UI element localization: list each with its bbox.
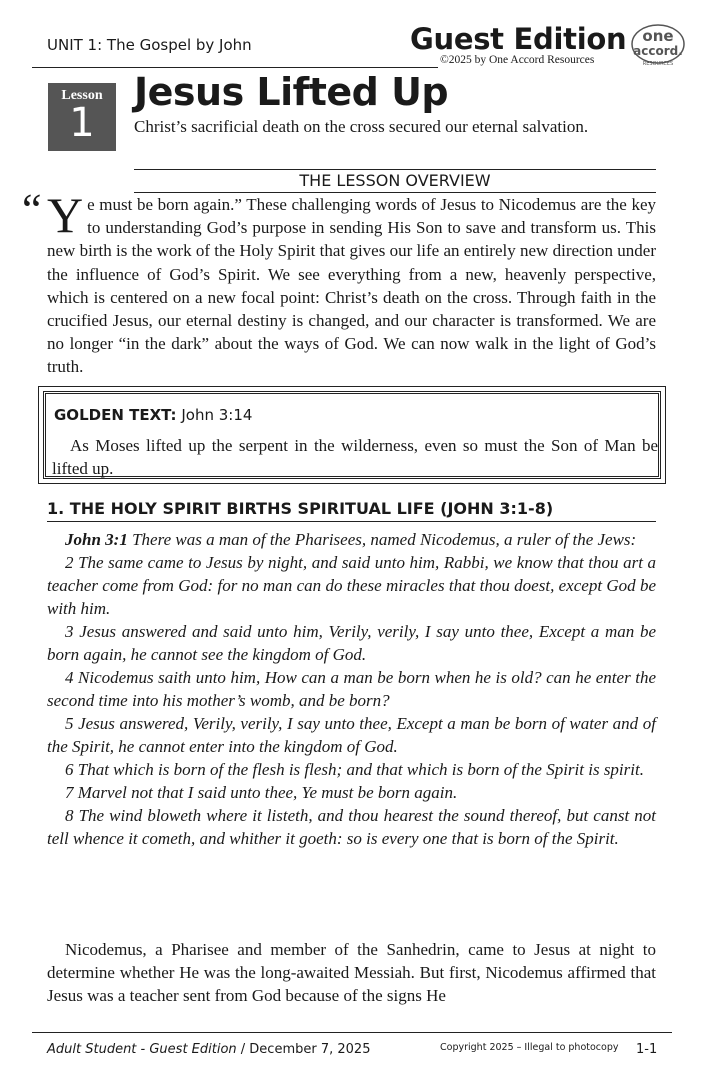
header-rule: [32, 67, 438, 68]
verse-7: 7 Marvel not that I said unto thee, Ye must be born again.: [65, 783, 458, 802]
footer-copyright: Copyright 2025 – Illegal to photocopy: [440, 1042, 619, 1053]
drop-quote-mark: “: [22, 185, 42, 234]
footer-edition: Adult Student - Guest Edition: [47, 1042, 237, 1057]
section-rule: [47, 521, 656, 522]
scripture-passage: [47, 528, 656, 850]
golden-text-reference: John 3:14: [181, 406, 253, 424]
unit-title: UNIT 1: The Gospel by John: [47, 36, 252, 54]
footer-rule: [32, 1032, 672, 1033]
one-accord-logo: [630, 24, 686, 68]
verse-3: 3 Jesus answered and said unto him, Verily, verily, I say unto thee, Except a man be born again, he cannot see the kingdom of God.: [47, 622, 656, 664]
verse-1: [47, 528, 656, 551]
edition-title: Guest Edition: [410, 22, 627, 56]
section-heading: 1. THE HOLY SPIRIT BIRTHS SPIRITUAL LIFE (JOHN 3:1-8): [47, 499, 554, 518]
logo-one: one: [642, 27, 674, 45]
commentary-paragraph: Nicodemus, a Pharisee and member of the Sanhedrin, came to Jesus at night to determine whether He was the long-awaited Messiah. But first, Nicodemus affirmed that Jesus was a teacher sent from God because of the signs He: [47, 940, 656, 1006]
golden-text-box: [38, 386, 666, 484]
verse-2: 2 The same came to Jesus by night, and said unto him, Rabbi, we know that thou art a teacher come from God: for no man can do these miracles that thou doest, except God be with him.: [47, 553, 656, 618]
verse-1-ref: John 3:1: [65, 530, 128, 549]
verse-8: 8 The wind bloweth where it listeth, and thou hearest the sound thereof, but canst not tell whence it cometh, and whither it goeth: so is every one that is born of the Spirit.: [47, 806, 656, 848]
verse-6: 6 That which is born of the flesh is flesh; and that which is born of the Spirit is spirit.: [65, 760, 644, 779]
page-number: 1-1: [636, 1042, 658, 1057]
lesson-badge: [48, 83, 116, 151]
overview-paragraph: [47, 187, 656, 379]
golden-text-frame: [43, 391, 661, 479]
logo-accord: accord.: [633, 44, 683, 58]
verse-5: 5 Jesus answered, Verily, verily, I say unto thee, Except a man be born of water and of the Spirit, he cannot enter into the kingdom of God.: [47, 714, 656, 756]
golden-text-verse: As Moses lifted up the serpent in the wilderness, even so must the Son of Man be lifted up.: [52, 436, 658, 478]
overview-text: e must be born again.” These challenging words of Jesus to Nicodemus are the key to understanding God’s purpose in sending His Son to save and transform us. This new birth is the work of the Holy Spirit that gives our life an entirely new direction under the influence of God’s Spirit. We see everything from a new, heavenly perspective, which is centered on a new focal point: Christ’s death on the cross. Through faith in the crucified Jesus, our eternal destiny is changed, and our character is transformed. We are no longer “in the dark” about the ways of God. We can now walk in the light of God’s truth.: [47, 195, 656, 377]
drop-letter: Y: [47, 187, 84, 243]
overview-rule-top: [134, 169, 656, 170]
copyright-line: ©2025 by One Accord Resources: [440, 54, 595, 66]
footer-date: / December 7, 2025: [236, 1042, 371, 1057]
footer-left: [47, 1042, 370, 1057]
lesson-label: Lesson: [61, 88, 103, 103]
overview-heading: THE LESSON OVERVIEW: [299, 171, 491, 190]
lesson-subtitle: Christ’s sacrificial death on the cross secured our eternal salvation.: [134, 117, 589, 136]
logo-resources: RESOURCES: [642, 61, 674, 67]
lesson-number: 1: [69, 100, 95, 146]
golden-text-label: GOLDEN TEXT:: [54, 406, 177, 424]
golden-text-heading: [54, 406, 252, 424]
lesson-title: Jesus Lifted Up: [134, 70, 449, 114]
verse-4: 4 Nicodemus saith unto him, How can a man be born when he is old? can he enter the second time into his mother’s womb, and be born?: [47, 668, 656, 710]
verse-1-text: There was a man of the Pharisees, named Nicodemus, a ruler of the Jews:: [132, 530, 637, 549]
